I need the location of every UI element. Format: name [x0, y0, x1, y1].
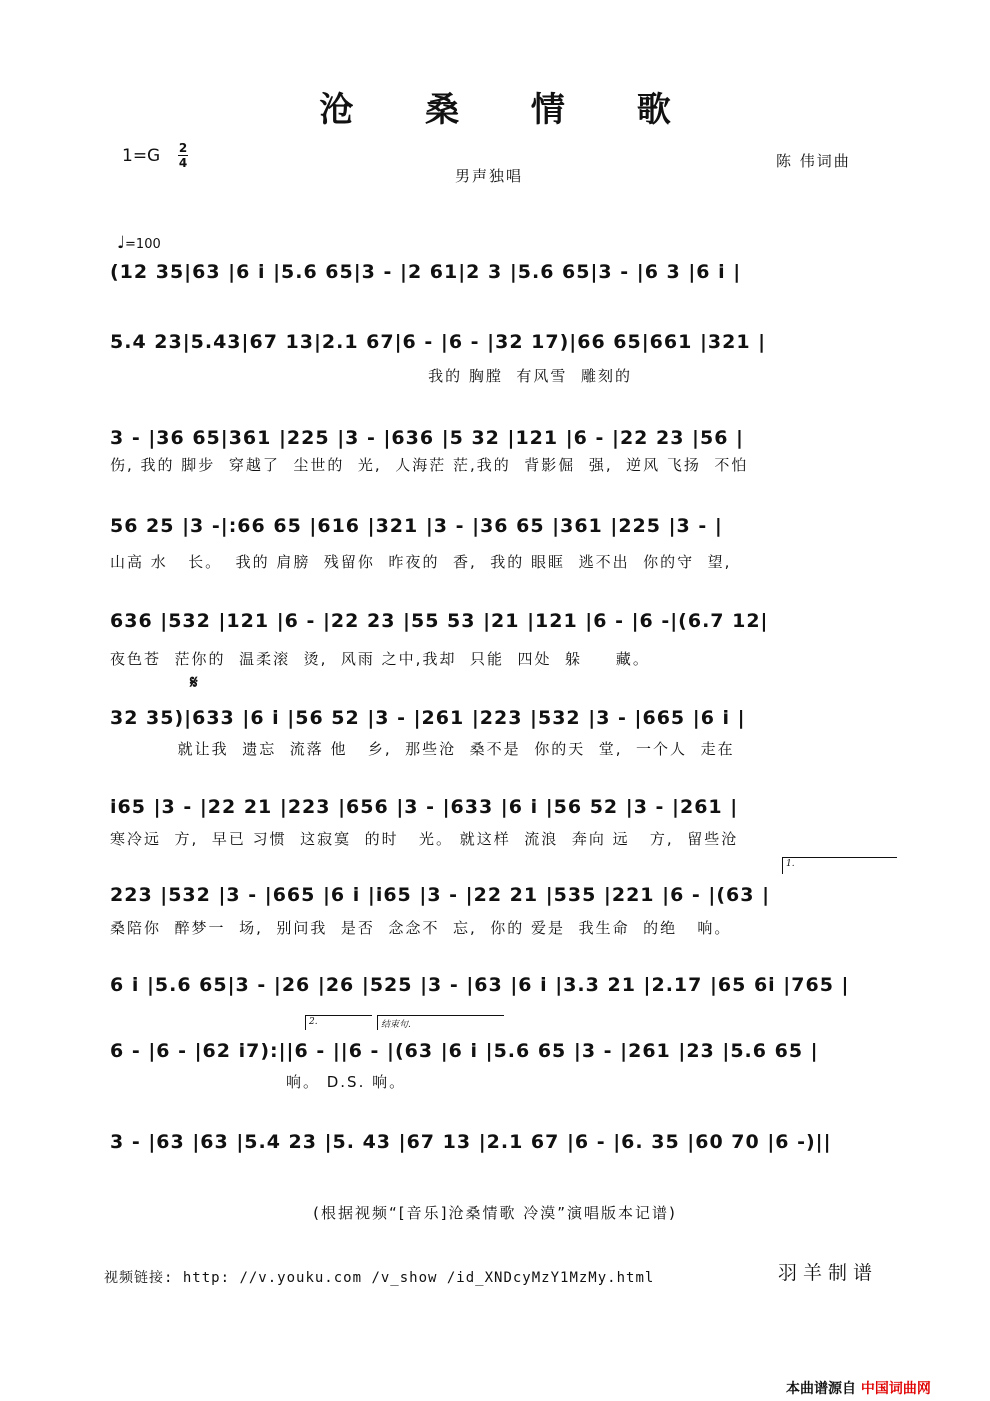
score-row-9: 6 i |5.6 65|3 - |26 |26 |525 |3 - |63 |6 i |3.3 21 |2.17 |65 6i |765 | [110, 974, 850, 996]
author-credit: 陈 伟词曲 [776, 152, 851, 170]
score-row-5: 636 |532 |121 |6 - |22 23 |55 53 |21 |121 |6 - |6 -|(6.7 12| [110, 610, 769, 632]
meter-top: 2 [178, 141, 188, 155]
key-signature: 1=G [122, 146, 161, 166]
transcription-note: (根据视频“[音乐]沧桑情歌 冷漠”演唱版本记谱) [313, 1204, 677, 1222]
lyric-row-5: 夜色苍 茫你的 温柔滚 烫, 风雨 之中,我却 只能 四处 躲 藏。 [110, 650, 650, 668]
lyric-row-8: 桑陪你 醉梦一 场, 别问我 是否 念念不 忘, 你的 爱是 我生命 的绝 响。 [110, 919, 732, 937]
score-row-11: 3 - |63 |63 |5.4 23 |5. 43 |67 13 |2.1 67 |6 - |6. 35 |60 70 |6 -)|| [110, 1131, 832, 1153]
tempo-marking [117, 233, 161, 253]
score-row-1: (12 35|63 |6 i |5.6 65|3 - |2 61|2 3 |5.6 65|3 - |6 3 |6 i | [110, 261, 742, 283]
meter-bottom: 4 [178, 156, 188, 170]
lyric-row-2: 我的 胸膛 有风雪 雕刻的 [110, 367, 632, 385]
score-row-4: 56 25 |3 -|:66 65 |616 |321 |3 - |36 65 |361 |225 |3 - | [110, 515, 723, 537]
lyric-row-10: 响。 D.S. 响。 [110, 1073, 407, 1091]
volta-first-ending: 1. [782, 857, 897, 874]
page-title: 沧 桑 情 歌 [319, 90, 701, 130]
video-link-url[interactable]: http: //v.youku.com /v_show /id_XNDcyMzY1MzMy.html [182, 1270, 655, 1286]
tempo-value: =100 [125, 237, 161, 252]
score-row-8: 223 |532 |3 - |665 |6 i |i65 |3 - |22 21 |535 |221 |6 - |(63 | [110, 884, 771, 906]
time-signature [178, 142, 188, 169]
volta-second-ending: 2. [305, 1015, 372, 1030]
source-credit [786, 1378, 931, 1398]
volta-ending-phrase: 结束句. [377, 1015, 504, 1030]
score-row-2: 5.4 23|5.43|67 13|2.1 67|6 - |6 - |32 17)|66 65|661 |321 | [110, 331, 767, 353]
segno-icon: 𝄋 [190, 672, 198, 693]
source-site-link[interactable]: 中国词曲网 [860, 1381, 931, 1397]
video-link [104, 1267, 654, 1287]
score-row-10: 6 - |6 - |62 i7):||6 - ||6 - |(63 |6 i |5.6 65 |3 - |261 |23 |5.6 65 | [110, 1040, 819, 1062]
transcriber-signature: 羽羊制谱 [778, 1262, 879, 1284]
video-link-label: 视频链接: [104, 1270, 174, 1286]
singer-type: 男声独唱 [455, 167, 524, 185]
source-prefix: 本曲谱源自 [786, 1381, 861, 1397]
lyric-row-4: 山高 水 长。 我的 肩膀 残留你 昨夜的 香, 我的 眼眶 逃不出 你的守 望, [110, 553, 732, 571]
score-row-7: i65 |3 - |22 21 |223 |656 |3 - |633 |6 i |56 52 |3 - |261 | [110, 796, 739, 818]
lyric-row-3: 伤, 我的 脚步 穿越了 尘世的 光, 人海茫 茫,我的 背影倔 强, 逆风 飞扬 不怕 [110, 456, 749, 474]
lyric-row-7: 寒冷远 方, 早已 习惯 这寂寞 的时 光。 就这样 流浪 奔向 远 方, 留些沧 [110, 830, 739, 848]
lyric-row-6: 就让我 遗忘 流落 他 乡, 那些沧 桑不是 你的天 堂, 一个人 走在 [110, 740, 735, 758]
score-row-3: 3 - |36 65|361 |225 |3 - |636 |5 32 |121 |6 - |22 23 |56 | [110, 427, 744, 449]
quarter-note-icon: ♩ [117, 233, 126, 253]
score-row-6: 32 35)|633 |6 i |56 52 |3 - |261 |223 |532 |3 - |665 |6 i | [110, 707, 746, 729]
